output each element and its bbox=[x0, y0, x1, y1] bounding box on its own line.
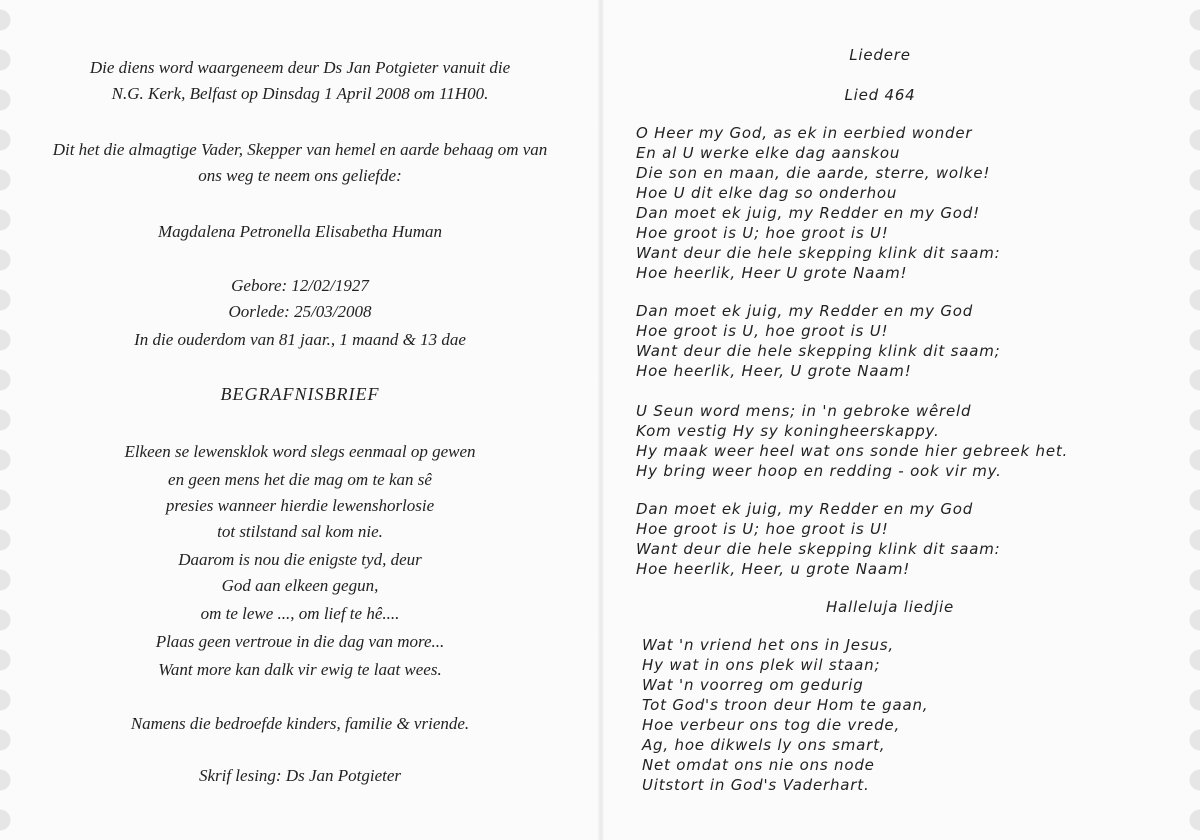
poem-line: Elkeen se lewensklok word slegs eenmaal op gewen bbox=[124, 442, 476, 461]
scalloped-edge-left bbox=[0, 0, 14, 840]
hymn-line: Hoe heerlik, Heer U grote Naam! bbox=[636, 264, 908, 282]
hymn-line: Kom vestig Hy sy koningheerskappy. bbox=[636, 422, 940, 440]
hymn-line: Hoe groot is U; hoe groot is U! bbox=[636, 520, 889, 538]
hymn-line: Hy bring weer hoop en redding - ook vir my. bbox=[636, 462, 1002, 480]
hymn-title: Lied 464 bbox=[844, 86, 916, 104]
deceased-name: Magdalena Petronella Elisabetha Human bbox=[157, 222, 443, 241]
hymn-line: Want deur die hele skepping klink dit saam; bbox=[636, 342, 1001, 360]
center-fold bbox=[598, 0, 604, 840]
poem-line: en geen mens het die mag om te kan sê bbox=[168, 470, 432, 489]
hymn-line: Dan moet ek juig, my Redder en my God bbox=[636, 302, 974, 320]
hymn-line: U Seun word mens; in 'n gebroke wêreld bbox=[636, 402, 972, 420]
hymn-line: Hy maak weer heel wat ons sonde hier gebreek het. bbox=[636, 442, 1069, 460]
hymn-line: Hoe heerlik, Heer, u grote Naam! bbox=[636, 560, 911, 578]
song2-line: Wat 'n vriend het ons in Jesus, bbox=[642, 636, 894, 654]
announcement-line-2: ons weg te neem ons geliefde: bbox=[198, 166, 402, 185]
closing-line: Namens die bedroefde kinders, familie & vriende. bbox=[130, 714, 470, 733]
poem-line: om te lewe ..., om lief te hê.... bbox=[200, 604, 400, 623]
poem-line: Plaas geen vertroue in die dag van more... bbox=[155, 632, 445, 651]
poem-line: God aan elkeen gegun, bbox=[221, 576, 379, 595]
hymn-line: Want deur die hele skepping klink dit saam: bbox=[636, 540, 1001, 558]
song2-line: Wat 'n voorreg om gedurig bbox=[642, 676, 864, 694]
scripture-reading: Skrif lesing: Ds Jan Potgieter bbox=[198, 766, 402, 785]
hymn-line: Hoe groot is U, hoe groot is U! bbox=[636, 322, 889, 340]
song2-line: Net omdat ons nie ons node bbox=[642, 756, 875, 774]
death-date: Oorlede: 25/03/2008 bbox=[228, 302, 372, 321]
announcement-line-1: Dit het die almagtige Vader, Skepper van hemel en aarde behaag om van bbox=[52, 140, 548, 159]
birth-date: Gebore: 12/02/1927 bbox=[231, 276, 369, 295]
scalloped-edge-right bbox=[1186, 0, 1200, 840]
song2-line: Uitstort in God's Vaderhart. bbox=[642, 776, 870, 794]
service-intro-line-2: N.G. Kerk, Belfast op Dinsdag 1 April 2008 om 11H00. bbox=[111, 84, 489, 103]
hymn-line: Die son en maan, die aarde, sterre, wolke! bbox=[636, 164, 991, 182]
poem-line: presies wanneer hierdie lewenshorlosie bbox=[165, 496, 435, 515]
song2-title: Halleluja liedjie bbox=[825, 598, 955, 616]
hymn-line: O Heer my God, as ek in eerbied wonder bbox=[636, 124, 973, 142]
hymn-line: Hoe heerlik, Heer, U grote Naam! bbox=[636, 362, 912, 380]
hymn-line: Hoe groot is U; hoe groot is U! bbox=[636, 224, 889, 242]
poem-line: tot stilstand sal kom nie. bbox=[217, 522, 383, 541]
hymn-line: En al U werke elke dag aanskou bbox=[636, 144, 901, 162]
hymn-line: Want deur die hele skepping klink dit saam: bbox=[636, 244, 1001, 262]
poem-line: Daarom is nou die enigste tyd, deur bbox=[178, 550, 422, 569]
poem-line: Want more kan dalk vir ewig te laat wees. bbox=[158, 660, 442, 679]
songs-section-title: Liedere bbox=[849, 46, 911, 64]
song2-line: Tot God's troon deur Hom te gaan, bbox=[642, 696, 929, 714]
service-intro-line-1: Die diens word waargeneem deur Ds Jan Potgieter vanuit die bbox=[89, 58, 511, 77]
hymn-line: Dan moet ek juig, my Redder en my God bbox=[636, 500, 974, 518]
song2-line: Ag, hoe dikwels ly ons smart, bbox=[642, 736, 886, 754]
page-heading: BEGRAFNISBRIEF bbox=[220, 384, 380, 404]
hymn-line: Hoe U dit elke dag so onderhou bbox=[636, 184, 898, 202]
hymn-line: Dan moet ek juig, my Redder en my God! bbox=[636, 204, 980, 222]
song2-line: Hoe verbeur ons tog die vrede, bbox=[642, 716, 901, 734]
song2-line: Hy wat in ons plek wil staan; bbox=[642, 656, 881, 674]
age-at-death: In die ouderdom van 81 jaar., 1 maand & 13 dae bbox=[134, 330, 466, 349]
